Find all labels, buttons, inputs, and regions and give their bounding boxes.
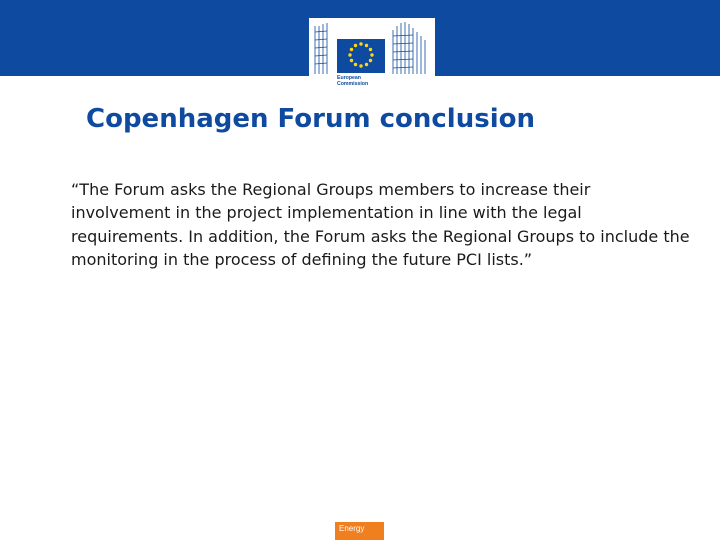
footer-energy-tag: Energy (335, 522, 384, 540)
slide-title: Copenhagen Forum conclusion (86, 104, 535, 134)
logo-line-2: Commission (337, 81, 369, 88)
logo-line-1: European (337, 75, 361, 81)
logo-wordmark (337, 75, 368, 87)
european-commission-logo (309, 18, 435, 98)
berlaymont-building-icon (309, 18, 435, 98)
slide-body-quote: “The Forum asks the Regional Groups members to increase their involvement in the project implementation in line with the legal requirements. In addition, the Forum asks the Regional Groups to include the monitoring in the process of defining the future PCI lists.” (71, 180, 690, 269)
